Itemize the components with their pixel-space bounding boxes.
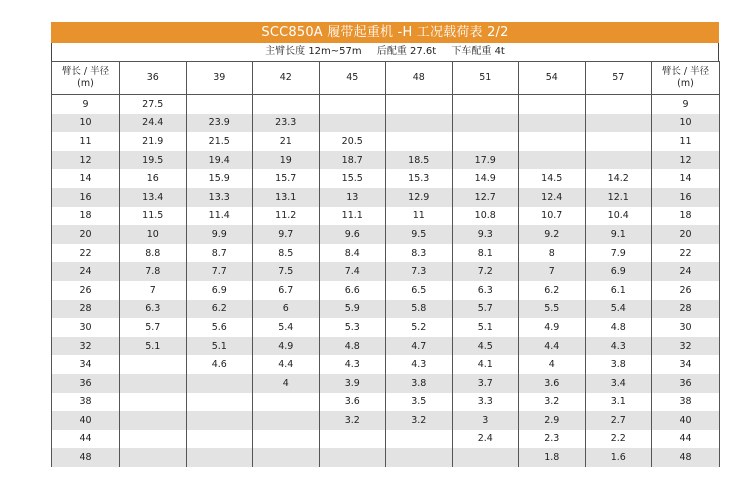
load-cell: 9.9 <box>186 225 253 244</box>
load-cell: 4.8 <box>585 318 652 337</box>
table-row <box>52 448 720 467</box>
radius-cell-right: 24 <box>652 262 720 281</box>
radius-cell-right: 11 <box>652 132 720 151</box>
header-boom-length: 48 <box>386 62 453 95</box>
table-row <box>52 281 720 300</box>
header-radius-left <box>52 62 120 95</box>
radius-cell-right: 32 <box>652 337 720 356</box>
load-cell: 7 <box>519 262 586 281</box>
load-cell <box>253 430 320 449</box>
load-cell: 3.5 <box>386 393 453 412</box>
radius-cell-right: 10 <box>652 114 720 133</box>
radius-cell-left: 10 <box>52 114 120 133</box>
radius-cell-left: 36 <box>52 374 120 393</box>
radius-cell-right: 48 <box>652 448 720 467</box>
subtitle-car-weight: 下车配重 4t <box>451 46 505 57</box>
load-cell: 23.3 <box>253 114 320 133</box>
load-cell: 16 <box>120 169 187 188</box>
load-cell: 11.1 <box>319 207 386 226</box>
load-cell <box>120 430 187 449</box>
load-cell: 6.7 <box>253 281 320 300</box>
load-cell: 9.7 <box>253 225 320 244</box>
radius-cell-right: 14 <box>652 169 720 188</box>
radius-cell-left: 22 <box>52 244 120 263</box>
radius-cell-left: 32 <box>52 337 120 356</box>
load-cell: 4.4 <box>519 337 586 356</box>
load-cell: 8.1 <box>452 244 519 263</box>
load-cell <box>253 411 320 430</box>
load-cell: 11 <box>386 207 453 226</box>
load-cell: 10.8 <box>452 207 519 226</box>
load-cell <box>519 132 586 151</box>
load-cell: 1.8 <box>519 448 586 467</box>
load-cell: 3.2 <box>519 393 586 412</box>
load-cell: 5.7 <box>120 318 187 337</box>
load-cell: 13.3 <box>186 188 253 207</box>
radius-cell-left: 48 <box>52 448 120 467</box>
radius-cell-left: 16 <box>52 188 120 207</box>
load-cell <box>386 430 453 449</box>
load-cell: 4.7 <box>386 337 453 356</box>
load-cell: 3.4 <box>585 374 652 393</box>
header-radius-right <box>652 62 720 95</box>
table-row <box>52 95 720 114</box>
load-cell: 13 <box>319 188 386 207</box>
load-cell: 10 <box>120 225 187 244</box>
radius-cell-left: 18 <box>52 207 120 226</box>
load-cell: 9.3 <box>452 225 519 244</box>
load-cell <box>585 151 652 170</box>
table-row <box>52 244 720 263</box>
load-cell: 5.4 <box>253 318 320 337</box>
load-cell <box>519 151 586 170</box>
table-row <box>52 430 720 449</box>
radius-cell-left: 44 <box>52 430 120 449</box>
load-chart <box>51 22 719 467</box>
radius-cell-left: 9 <box>52 95 120 114</box>
load-cell: 15.9 <box>186 169 253 188</box>
load-cell: 6.6 <box>319 281 386 300</box>
load-cell <box>319 448 386 467</box>
load-cell: 18.7 <box>319 151 386 170</box>
load-cell: 13.1 <box>253 188 320 207</box>
load-cell <box>186 374 253 393</box>
load-cell <box>253 393 320 412</box>
table-row <box>52 207 720 226</box>
load-cell <box>452 132 519 151</box>
load-cell: 24.4 <box>120 114 187 133</box>
load-cell: 15.3 <box>386 169 453 188</box>
load-cell <box>386 95 453 114</box>
load-cell: 11.4 <box>186 207 253 226</box>
load-cell <box>386 114 453 133</box>
table-row <box>52 355 720 374</box>
load-cell <box>186 411 253 430</box>
load-cell: 6.9 <box>186 281 253 300</box>
load-cell: 5.8 <box>386 300 453 319</box>
load-cell <box>585 132 652 151</box>
load-cell: 11.2 <box>253 207 320 226</box>
load-cell: 6.1 <box>585 281 652 300</box>
load-cell <box>120 355 187 374</box>
table-row <box>52 132 720 151</box>
radius-cell-left: 14 <box>52 169 120 188</box>
radius-cell-left: 24 <box>52 262 120 281</box>
load-cell: 4 <box>519 355 586 374</box>
load-cell <box>186 393 253 412</box>
load-cell: 8.5 <box>253 244 320 263</box>
load-cell: 3.2 <box>386 411 453 430</box>
table-row <box>52 318 720 337</box>
header-boom-length: 51 <box>452 62 519 95</box>
load-cell: 8.3 <box>386 244 453 263</box>
header-boom-length: 39 <box>186 62 253 95</box>
radius-cell-left: 34 <box>52 355 120 374</box>
load-cell: 9.2 <box>519 225 586 244</box>
radius-cell-right: 26 <box>652 281 720 300</box>
header-radius-left-line: 臂长 / 半径 <box>61 66 110 77</box>
load-cell: 3 <box>452 411 519 430</box>
header-radius-right-line: (m) <box>677 78 694 89</box>
load-cell: 2.9 <box>519 411 586 430</box>
load-cell: 2.7 <box>585 411 652 430</box>
load-cell: 7.5 <box>253 262 320 281</box>
radius-cell-right: 9 <box>652 95 720 114</box>
header-boom-length: 45 <box>319 62 386 95</box>
load-cell: 3.3 <box>452 393 519 412</box>
load-cell: 14.2 <box>585 169 652 188</box>
load-cell: 15.7 <box>253 169 320 188</box>
load-cell: 23.9 <box>186 114 253 133</box>
load-cell: 12.1 <box>585 188 652 207</box>
radius-cell-right: 20 <box>652 225 720 244</box>
header-boom-length: 42 <box>253 62 320 95</box>
header-boom-length: 36 <box>120 62 187 95</box>
load-cell <box>452 114 519 133</box>
load-cell: 6 <box>253 300 320 319</box>
table-row <box>52 374 720 393</box>
load-cell: 8.8 <box>120 244 187 263</box>
load-cell: 4 <box>253 374 320 393</box>
load-cell: 5.6 <box>186 318 253 337</box>
load-cell: 6.9 <box>585 262 652 281</box>
load-cell <box>585 114 652 133</box>
load-cell: 9.1 <box>585 225 652 244</box>
load-cell: 5.5 <box>519 300 586 319</box>
load-cell: 7 <box>120 281 187 300</box>
radius-cell-left: 30 <box>52 318 120 337</box>
load-cell <box>120 393 187 412</box>
radius-cell-left: 38 <box>52 393 120 412</box>
table-row <box>52 169 720 188</box>
load-cell: 8.4 <box>319 244 386 263</box>
load-cell <box>319 430 386 449</box>
load-cell: 14.9 <box>452 169 519 188</box>
load-cell: 5.9 <box>319 300 386 319</box>
header-boom-length: 54 <box>519 62 586 95</box>
load-cell: 5.1 <box>186 337 253 356</box>
load-cell <box>585 95 652 114</box>
table-row <box>52 114 720 133</box>
load-cell: 10.7 <box>519 207 586 226</box>
load-cell: 4.1 <box>452 355 519 374</box>
load-cell: 4.3 <box>319 355 386 374</box>
subtitle-boom-length: 主臂长度 12m~57m <box>265 46 362 57</box>
load-cell: 2.3 <box>519 430 586 449</box>
load-cell: 4.8 <box>319 337 386 356</box>
load-cell <box>519 114 586 133</box>
header-boom-length: 57 <box>585 62 652 95</box>
load-cell <box>452 448 519 467</box>
load-cell: 7.4 <box>319 262 386 281</box>
load-cell: 12.9 <box>386 188 453 207</box>
radius-cell-right: 18 <box>652 207 720 226</box>
load-cell: 7.3 <box>386 262 453 281</box>
chart-title: SCC850A 履带起重机 -H 工况载荷表 2/2 <box>51 22 719 43</box>
radius-cell-left: 20 <box>52 225 120 244</box>
chart-subtitle <box>51 43 719 61</box>
load-cell: 21.5 <box>186 132 253 151</box>
load-cell: 5.7 <box>452 300 519 319</box>
load-cell: 4.9 <box>253 337 320 356</box>
load-cell <box>386 448 453 467</box>
load-cell: 3.9 <box>319 374 386 393</box>
load-cell: 4.4 <box>253 355 320 374</box>
load-cell: 19.4 <box>186 151 253 170</box>
load-table <box>51 61 720 467</box>
load-cell: 3.2 <box>319 411 386 430</box>
load-cell: 4.3 <box>585 337 652 356</box>
load-cell <box>120 448 187 467</box>
load-cell: 12.7 <box>452 188 519 207</box>
load-cell: 14.5 <box>519 169 586 188</box>
load-cell: 6.5 <box>386 281 453 300</box>
radius-cell-left: 26 <box>52 281 120 300</box>
load-cell: 2.2 <box>585 430 652 449</box>
radius-cell-right: 40 <box>652 411 720 430</box>
radius-cell-right: 12 <box>652 151 720 170</box>
header-radius-left-line: (m) <box>77 78 94 89</box>
load-cell <box>319 114 386 133</box>
load-cell <box>120 411 187 430</box>
load-cell: 9.6 <box>319 225 386 244</box>
load-cell: 4.3 <box>386 355 453 374</box>
table-row <box>52 262 720 281</box>
load-cell: 7.2 <box>452 262 519 281</box>
radius-cell-right: 34 <box>652 355 720 374</box>
load-cell: 5.1 <box>120 337 187 356</box>
radius-cell-right: 30 <box>652 318 720 337</box>
subtitle-counterweight: 后配重 27.6t <box>376 46 437 57</box>
load-cell: 6.2 <box>186 300 253 319</box>
radius-cell-left: 40 <box>52 411 120 430</box>
load-cell: 12.4 <box>519 188 586 207</box>
load-cell: 8.7 <box>186 244 253 263</box>
load-cell: 15.5 <box>319 169 386 188</box>
radius-cell-right: 22 <box>652 244 720 263</box>
load-cell: 10.4 <box>585 207 652 226</box>
load-cell <box>386 132 453 151</box>
load-cell <box>120 374 187 393</box>
table-row <box>52 225 720 244</box>
load-cell: 7.9 <box>585 244 652 263</box>
radius-cell-right: 44 <box>652 430 720 449</box>
load-cell <box>452 95 519 114</box>
load-cell: 19.5 <box>120 151 187 170</box>
load-cell: 9.5 <box>386 225 453 244</box>
load-cell: 4.6 <box>186 355 253 374</box>
load-cell: 1.6 <box>585 448 652 467</box>
load-cell: 21 <box>253 132 320 151</box>
load-cell <box>186 95 253 114</box>
load-cell: 18.5 <box>386 151 453 170</box>
table-row <box>52 188 720 207</box>
radius-cell-left: 12 <box>52 151 120 170</box>
load-cell: 4.9 <box>519 318 586 337</box>
table-row <box>52 337 720 356</box>
load-cell <box>253 448 320 467</box>
load-cell: 5.2 <box>386 318 453 337</box>
radius-cell-left: 28 <box>52 300 120 319</box>
load-cell: 27.5 <box>120 95 187 114</box>
load-cell: 6.3 <box>452 281 519 300</box>
load-cell: 2.4 <box>452 430 519 449</box>
header-radius-right-line: 臂长 / 半径 <box>661 66 710 77</box>
load-cell: 6.3 <box>120 300 187 319</box>
load-cell: 17.9 <box>452 151 519 170</box>
load-cell: 3.7 <box>452 374 519 393</box>
table-body <box>52 95 720 467</box>
radius-cell-right: 36 <box>652 374 720 393</box>
load-cell: 5.1 <box>452 318 519 337</box>
table-row <box>52 300 720 319</box>
load-cell: 5.4 <box>585 300 652 319</box>
load-cell: 19 <box>253 151 320 170</box>
radius-cell-right: 38 <box>652 393 720 412</box>
load-cell <box>186 430 253 449</box>
load-cell: 8 <box>519 244 586 263</box>
load-cell: 4.5 <box>452 337 519 356</box>
radius-cell-left: 11 <box>52 132 120 151</box>
table-row <box>52 393 720 412</box>
load-cell <box>186 448 253 467</box>
load-cell: 21.9 <box>120 132 187 151</box>
load-cell: 6.2 <box>519 281 586 300</box>
load-cell: 3.6 <box>319 393 386 412</box>
radius-cell-right: 16 <box>652 188 720 207</box>
table-row <box>52 411 720 430</box>
load-cell: 7.8 <box>120 262 187 281</box>
load-cell <box>319 95 386 114</box>
load-cell: 20.5 <box>319 132 386 151</box>
load-cell: 3.1 <box>585 393 652 412</box>
load-cell: 13.4 <box>120 188 187 207</box>
load-cell: 5.3 <box>319 318 386 337</box>
load-cell: 3.6 <box>519 374 586 393</box>
load-cell <box>253 95 320 114</box>
load-cell: 3.8 <box>386 374 453 393</box>
load-cell: 11.5 <box>120 207 187 226</box>
load-cell <box>519 95 586 114</box>
load-cell: 7.7 <box>186 262 253 281</box>
load-cell: 3.8 <box>585 355 652 374</box>
radius-cell-right: 28 <box>652 300 720 319</box>
table-header-row <box>52 62 720 95</box>
table-row <box>52 151 720 170</box>
